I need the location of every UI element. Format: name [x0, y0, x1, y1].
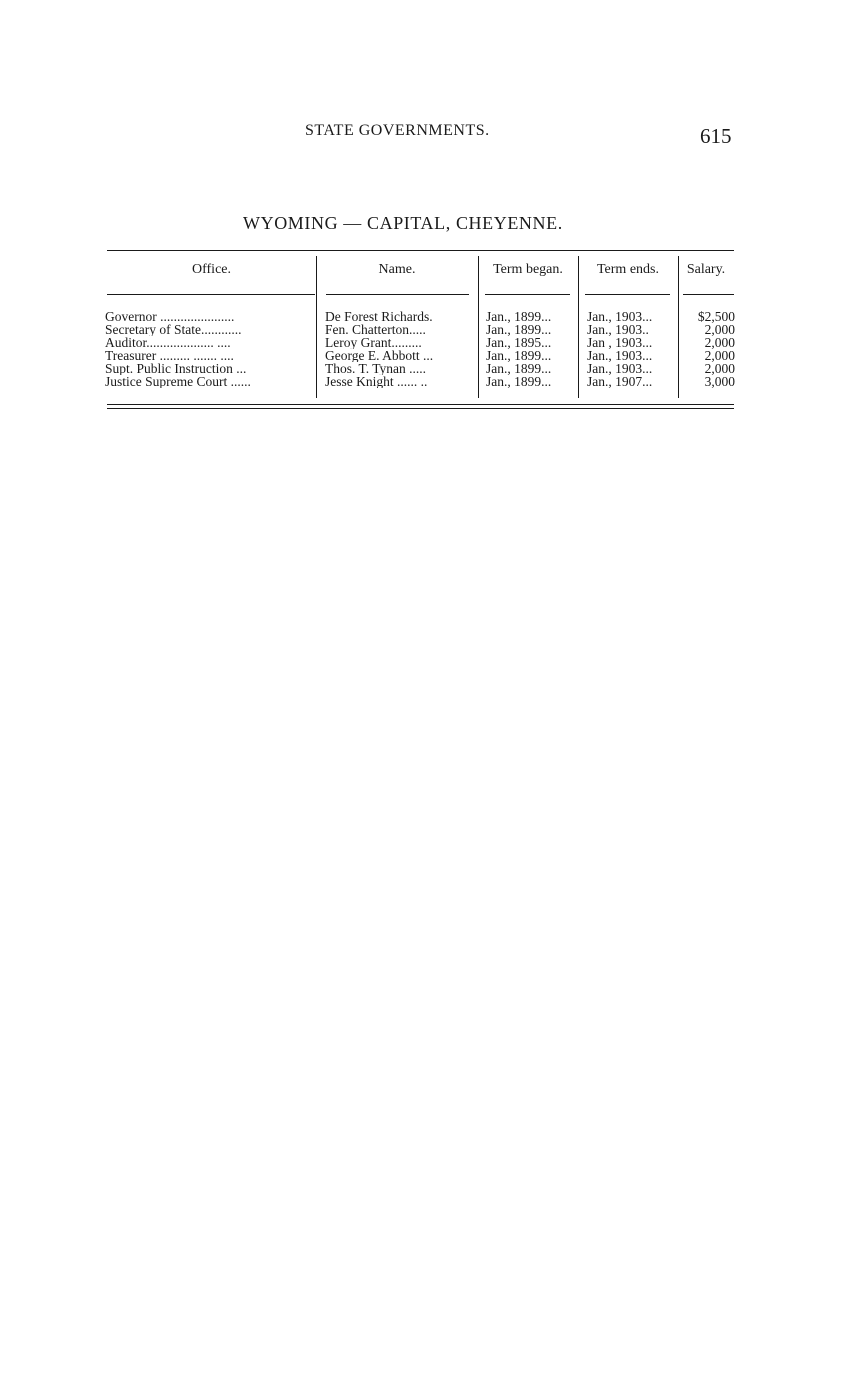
term-began-cell: Jan., 1899...: [486, 375, 552, 388]
header-term-began: Term began.: [493, 262, 563, 277]
header-underline: [485, 294, 570, 295]
salary-cell: 2,000: [704, 323, 735, 336]
name-cell: George E. Abbott ...: [325, 349, 434, 362]
bottom-rule: [107, 408, 734, 409]
header-underline: [585, 294, 670, 295]
salary-cell: 2,000: [704, 336, 735, 349]
name-cell: Leroy Grant.........: [325, 336, 422, 349]
term-ends-cell: Jan., 1907...: [587, 375, 653, 388]
salary-cell: 2,000: [704, 349, 735, 362]
salary-cell: 2,000: [704, 362, 735, 375]
term-ends-cell: Jan , 1903...: [587, 336, 653, 349]
term-began-cell: Jan., 1899...: [486, 310, 552, 323]
salary-cell: 3,000: [704, 375, 735, 388]
name-cell: Thos. T. Tynan .....: [325, 362, 427, 375]
header-salary: Salary.: [686, 262, 726, 277]
term-began-cell: Jan., 1899...: [486, 362, 552, 375]
term-began-cell: Jan., 1895...: [486, 336, 552, 349]
page-number: 615: [700, 124, 732, 148]
name-cell: De Forest Richards.: [325, 310, 433, 323]
name-cell: Fen. Chatterton.....: [325, 323, 426, 336]
term-ends-cell: Jan., 1903..: [587, 323, 649, 336]
top-rule: [107, 250, 734, 251]
office-cell: Governor ......................: [105, 310, 235, 323]
office-cell: Justice Supreme Court ......: [105, 375, 251, 388]
bottom-rule: [107, 404, 734, 405]
running-head: STATE GOVERNMENTS.: [305, 122, 490, 139]
table-title: WYOMING — CAPITAL, CHEYENNE.: [243, 213, 563, 233]
salary-cell: $2,500: [697, 310, 735, 323]
header-term-ends: Term ends.: [596, 262, 659, 277]
term-began-cell: Jan., 1899...: [486, 349, 552, 362]
header-underline: [107, 294, 315, 295]
term-began-cell: Jan., 1899...: [486, 323, 552, 336]
name-cell: Jesse Knight ...... ..: [325, 375, 428, 388]
header-office: Office.: [192, 262, 231, 277]
term-ends-cell: Jan., 1903...: [587, 310, 653, 323]
term-ends-cell: Jan., 1903...: [587, 349, 653, 362]
office-cell: Treasurer ......... ....... ....: [105, 349, 234, 362]
header-underline: [683, 294, 734, 295]
header-underline: [326, 294, 469, 295]
office-cell: Supt. Public Instruction ...: [105, 362, 247, 375]
header-name: Name.: [378, 262, 416, 277]
term-ends-cell: Jan., 1903...: [587, 362, 653, 375]
office-cell: Secretary of State............: [105, 323, 242, 336]
office-cell: Auditor.................... ....: [105, 336, 231, 349]
